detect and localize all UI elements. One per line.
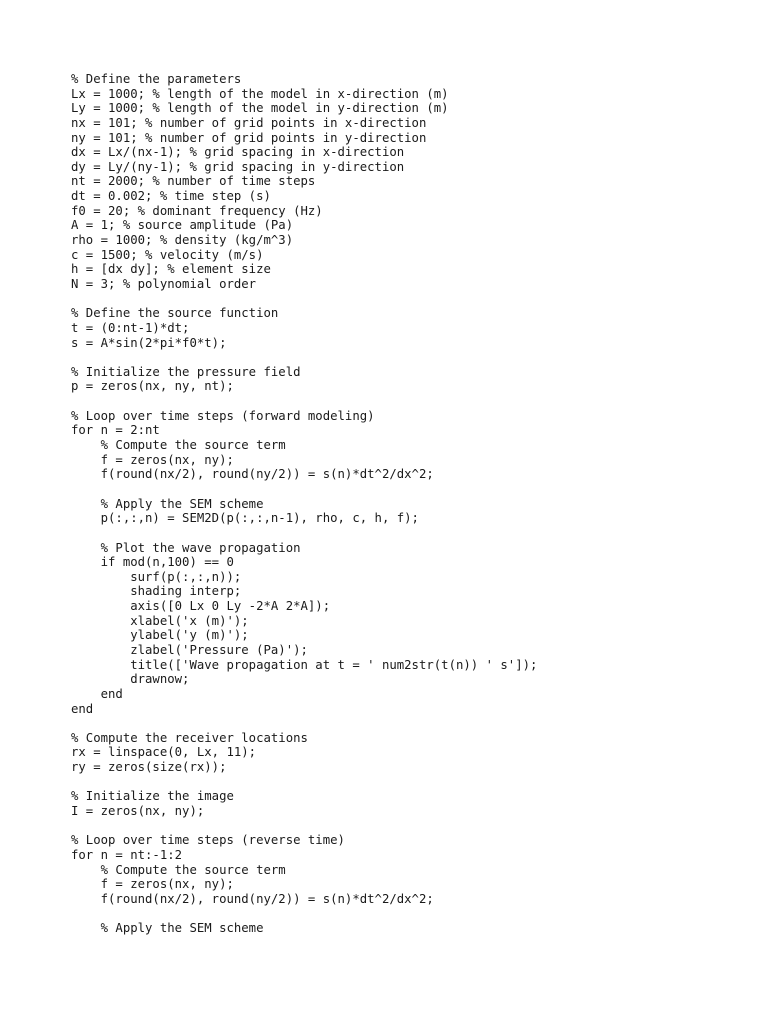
code-line: dx = Lx/(nx-1); % grid spacing in x-direction [71, 145, 405, 160]
code-line: nt = 2000; % number of time steps [71, 174, 316, 189]
code-line: N = 3; % polynomial order [71, 276, 257, 291]
code-line: % Apply the SEM scheme [71, 921, 264, 936]
code-line: p = zeros(nx, ny, nt); [71, 379, 234, 394]
code-line: dy = Ly/(ny-1); % grid spacing in y-direction [71, 159, 405, 174]
code-line: zlabel('Pressure (Pa)'); [71, 642, 308, 657]
code-line: A = 1; % source amplitude (Pa) [71, 218, 294, 233]
code-line: end [71, 701, 94, 716]
code-line [71, 482, 537, 497]
code-line: % Loop over time steps (reverse time) [71, 833, 345, 848]
code-line: dt = 0.002; % time step (s) [71, 189, 271, 204]
code-line: % Apply the SEM scheme [71, 496, 264, 511]
code-listing [71, 72, 537, 936]
code-line: % Compute the receiver locations [71, 730, 308, 745]
code-line: % Initialize the image [71, 789, 234, 804]
code-line [71, 350, 537, 365]
code-line: h = [dx dy]; % element size [71, 262, 271, 277]
code-line: f = zeros(nx, ny); [71, 877, 234, 892]
code-line: ylabel('y (m)'); [71, 628, 249, 643]
code-line: % Loop over time steps (forward modeling) [71, 408, 375, 423]
code-line: I = zeros(nx, ny); [71, 804, 205, 819]
code-line: rx = linspace(0, Lx, 11); [71, 745, 257, 760]
code-line: end [71, 686, 123, 701]
code-line: p(:,:,n) = SEM2D(p(:,:,n-1), rho, c, h, f); [71, 511, 419, 526]
code-line: axis([0 Lx 0 Ly -2*A 2*A]); [71, 599, 331, 614]
code-line: % Compute the source term [71, 862, 286, 877]
code-line: for n = 2:nt [71, 423, 160, 438]
code-line: rho = 1000; % density (kg/m^3) [71, 233, 294, 248]
code-line: t = (0:nt-1)*dt; [71, 320, 190, 335]
code-line: f(round(nx/2), round(ny/2)) = s(n)*dt^2/dx^2; [71, 891, 434, 906]
code-line: f = zeros(nx, ny); [71, 452, 234, 467]
code-line: % Compute the source term [71, 438, 286, 453]
code-line: % Plot the wave propagation [71, 540, 301, 555]
code-line [71, 526, 537, 541]
code-line: f(round(nx/2), round(ny/2)) = s(n)*dt^2/dx^2; [71, 467, 434, 482]
code-line: ny = 101; % number of grid points in y-direction [71, 130, 427, 145]
code-line: surf(p(:,:,n)); [71, 569, 242, 584]
code-line [71, 819, 537, 834]
code-line [71, 292, 537, 307]
code-line [71, 716, 537, 731]
code-line: % Define the parameters [71, 72, 242, 86]
code-line [71, 394, 537, 409]
code-line: shading interp; [71, 584, 242, 599]
code-line [71, 775, 537, 790]
code-line: c = 1500; % velocity (m/s) [71, 247, 264, 262]
code-line [71, 907, 537, 922]
code-line: xlabel('x (m)'); [71, 613, 249, 628]
code-line: f0 = 20; % dominant frequency (Hz) [71, 203, 323, 218]
code-line: drawnow; [71, 672, 190, 687]
code-line: ry = zeros(size(rx)); [71, 760, 227, 775]
code-line: if mod(n,100) == 0 [71, 555, 234, 570]
code-line: title(['Wave propagation at t = ' num2str(t(n)) ' s']); [71, 657, 538, 672]
code-line: for n = nt:-1:2 [71, 847, 183, 862]
code-line: % Define the source function [71, 306, 279, 321]
code-line: s = A*sin(2*pi*f0*t); [71, 335, 227, 350]
code-line: Lx = 1000; % length of the model in x-direction (m) [71, 86, 449, 101]
code-line: Ly = 1000; % length of the model in y-direction (m) [71, 101, 449, 116]
code-line: % Initialize the pressure field [71, 364, 301, 379]
code-line: nx = 101; % number of grid points in x-direction [71, 115, 427, 130]
